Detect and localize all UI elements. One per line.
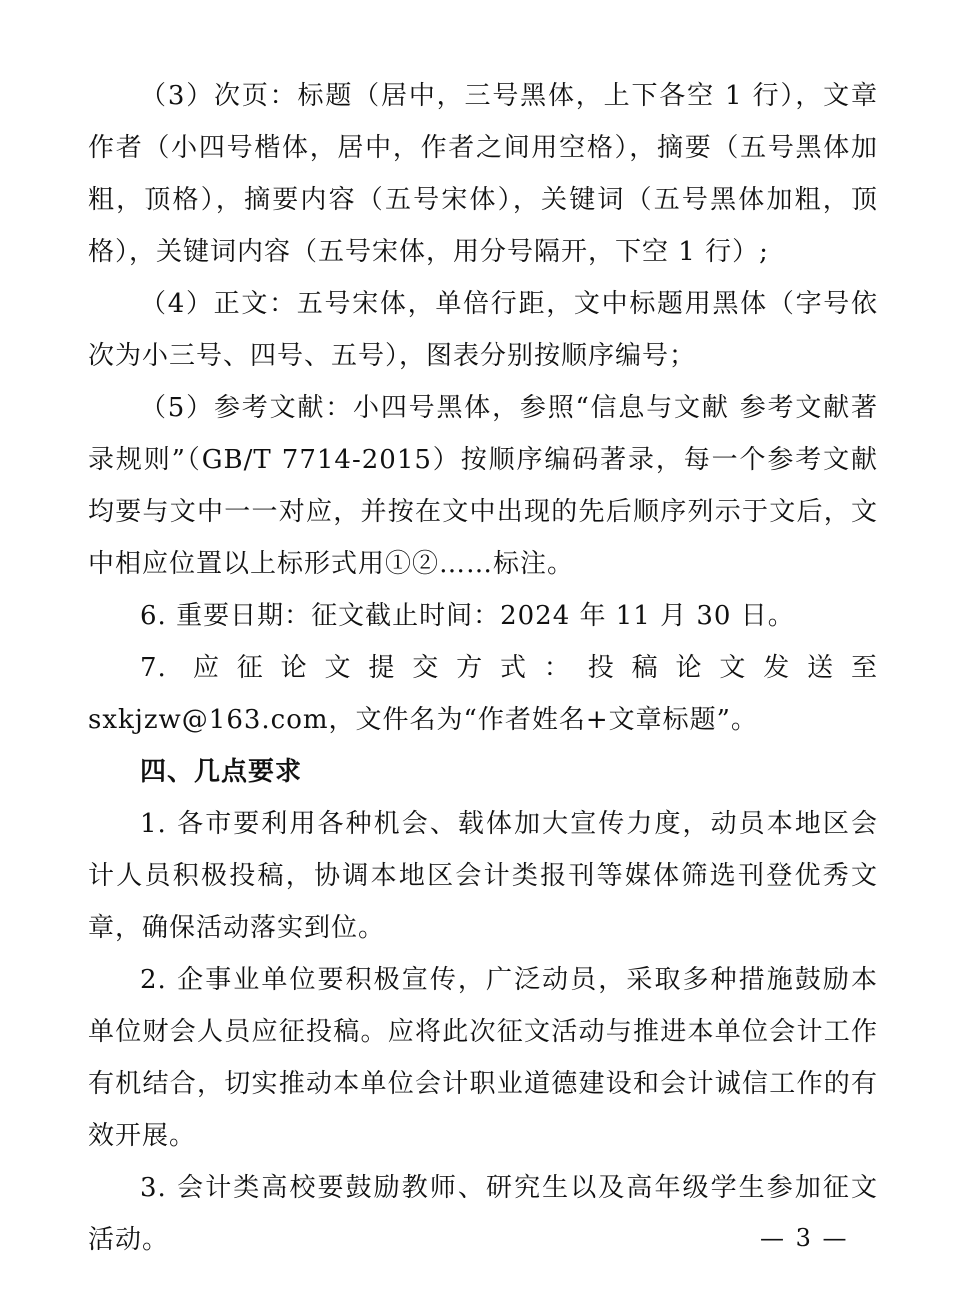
paragraph-important-dates: 6. 重要日期：征文截止时间：2024 年 11 月 30 日。: [140, 601, 795, 631]
requirement-item-2: 2. 企事业单位要积极宣传，广泛动员，采取多种措施鼓励本单位财会人员应征投稿。应将此次征文活动与推进本单位会计工作有机结合，切实推动本单位会计职业道德建设和会计诚信工作的有效开展。: [88, 965, 878, 1151]
paragraph-body-text-format: （4）正文：五号宋体，单倍行距，文中标题用黑体（字号依次为小三号、四号、五号），图表分别按顺序编号；: [88, 289, 878, 371]
paragraph-submission-method: 7. 应征论文提交方式：投稿论文发送至 sxkjzw@163.com，文件名为“作者姓名+文章标题”。: [88, 653, 878, 735]
requirement-item-3: 3. 会计类高校要鼓励教师、研究生以及高年级学生参加征文活动。: [88, 1173, 878, 1255]
paragraph-references-format: （5）参考文献：小四号黑体，参照“信息与文献 参考文献著录规则”（GB/T 7714-2015）按顺序编码著录，每一个参考文献均要与文中一一对应，并按在文中出现的先后顺序列示于文后，文中相应位置以上标形式用①②……标注。: [88, 393, 878, 579]
page-number: — 3 —: [760, 1224, 849, 1252]
paragraph-secondary-page-format: （3）次页：标题（居中，三号黑体，上下各空 1 行），文章作者（小四号楷体，居中，作者之间用空格），摘要（五号黑体加粗，顶格），摘要内容（五号宋体），关键词（五号黑体加粗，顶格），关键词内容（五号宋体，用分号隔开，下空 1 行）;: [88, 81, 878, 267]
section-heading-requirements: 四、几点要求: [140, 757, 303, 787]
document-body: [88, 70, 878, 1266]
requirement-item-1: 1. 各市要利用各种机会、载体加大宣传力度，动员本地区会计人员积极投稿，协调本地区会计类报刊等媒体筛选刊登优秀文章，确保活动落实到位。: [88, 809, 878, 943]
